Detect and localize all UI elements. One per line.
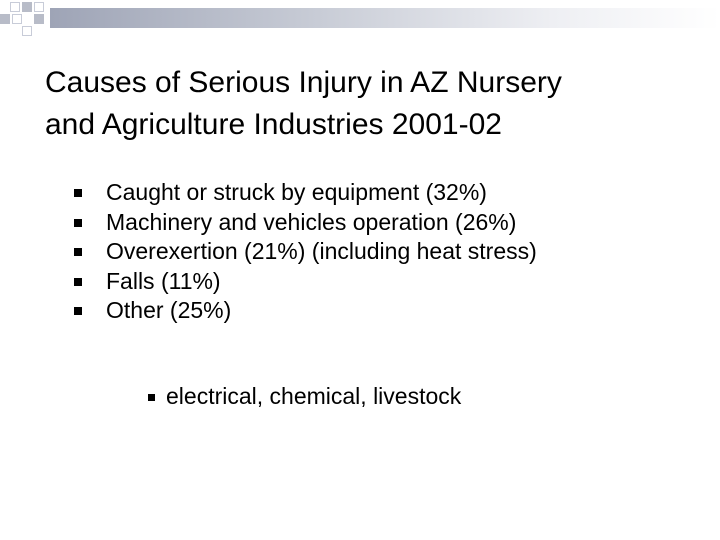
list-item — [72, 237, 537, 267]
bullet-text: Machinery and vehicles operation (26%) — [106, 208, 517, 235]
bullet-list — [72, 178, 537, 326]
square-icon — [34, 2, 44, 12]
square-bullet-icon — [74, 219, 82, 227]
bullet-text: Caught or struck by equipment (32%) — [106, 179, 487, 205]
sub-bullet-text: electrical, chemical, livestock — [166, 383, 462, 409]
square-bullet-icon — [148, 394, 155, 401]
square-icon — [10, 2, 20, 12]
square-bullet-icon — [74, 248, 82, 256]
sub-bullet-item — [148, 382, 461, 411]
square-bullet-icon — [74, 307, 82, 315]
list-item — [72, 208, 537, 238]
square-icon — [22, 2, 32, 12]
square-bullet-icon — [74, 278, 82, 286]
list-item — [72, 296, 537, 326]
bullet-text: Other (25%) — [106, 297, 232, 323]
header-gradient-band — [50, 8, 720, 28]
list-item — [72, 267, 537, 297]
square-icon — [12, 14, 22, 24]
square-icon — [34, 14, 44, 24]
title-line-2: and Agriculture Industries 2001-02 — [45, 108, 502, 141]
square-icon — [0, 14, 10, 24]
bullet-text: Falls (11%) — [106, 267, 221, 294]
square-bullet-icon — [74, 189, 82, 197]
title-line-1: Causes of Serious Injury in AZ Nursery — [45, 66, 562, 99]
slide-title — [45, 62, 695, 146]
bullet-text: Overexertion (21%) (including heat stress) — [106, 238, 537, 264]
square-icon — [22, 26, 32, 36]
list-item — [72, 178, 537, 208]
